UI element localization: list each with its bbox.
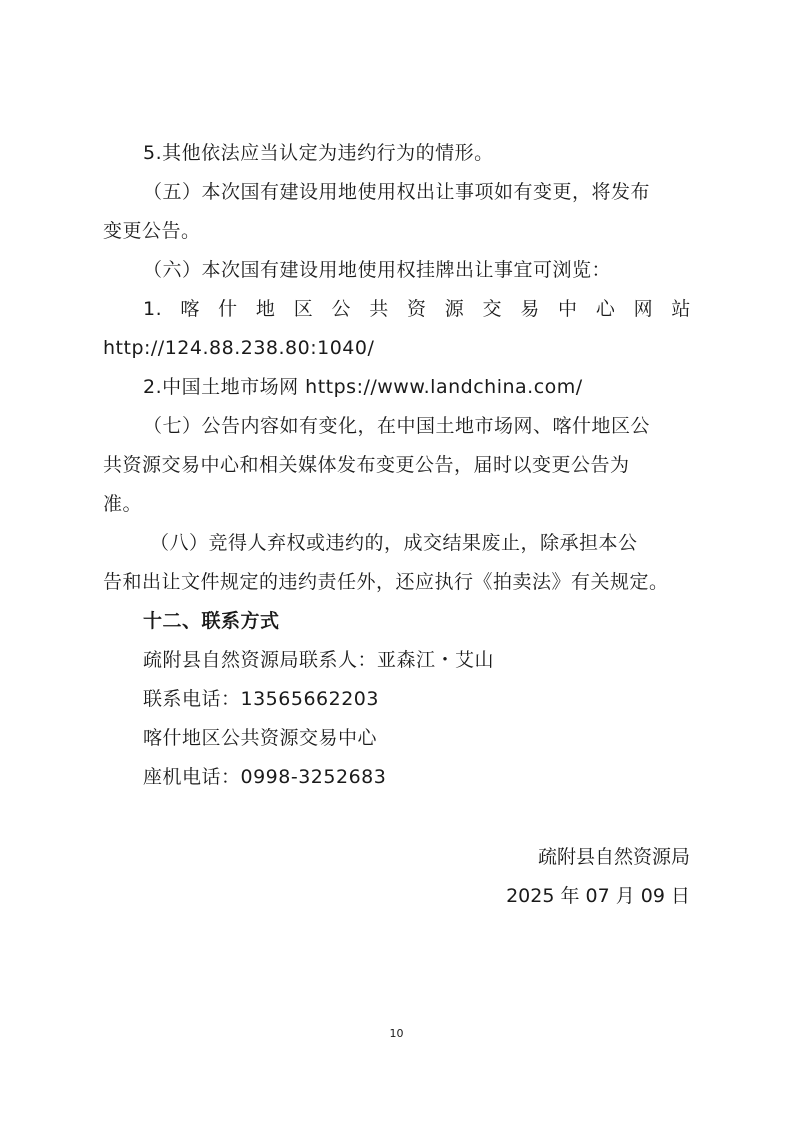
link-kashgar-trading-center-url[interactable]: http://124.88.238.80:1040/	[103, 337, 375, 359]
justified-char: 什	[218, 298, 238, 320]
justified-char: 1.	[143, 298, 163, 320]
paragraph-seven-line2: 共资源交易中心和相关媒体发布变更公告，届时以变更公告为	[103, 454, 630, 476]
contact-person: 疏附县自然资源局联系人：亚森江・艾山	[143, 649, 495, 671]
page-number: 10	[389, 1027, 404, 1040]
justified-char: 区	[293, 298, 314, 320]
paragraph-six-item1	[143, 297, 691, 321]
justified-char: 交	[482, 298, 503, 320]
contact-phone: 联系电话：13565662203	[143, 688, 379, 710]
contact-heading: 十二、联系方式	[143, 610, 280, 632]
paragraph-six: （六）本次国有建设用地使用权挂牌出让事宜可浏览：	[143, 259, 612, 281]
paragraph-eight-line2: 告和出让文件规定的违约责任外，还应执行《拍卖法》有关规定。	[103, 571, 669, 593]
contact-org: 喀什地区公共资源交易中心	[143, 727, 378, 749]
justified-char: 站	[671, 298, 691, 320]
paragraph-seven-line1: （七）公告内容如有变化，在中国土地市场网、喀什地区公	[143, 415, 651, 437]
paragraph-seven-line3: 准。	[103, 493, 143, 515]
contact-landline: 座机电话：0998-3252683	[143, 766, 387, 788]
justified-char: 中	[558, 298, 578, 320]
justified-char: 共	[369, 298, 389, 320]
paragraph-item-5: 5.其他依法应当认定为违约行为的情形。	[143, 142, 494, 164]
justified-char: 网	[633, 298, 654, 320]
paragraph-eight-line1: （八）竞得人弃权或违约的，成交结果废止，除承担本公	[150, 532, 638, 554]
paragraph-six-item2: 2.中国土地市场网 https://www.landchina.com/	[143, 376, 583, 398]
signature-org: 疏附县自然资源局	[537, 846, 690, 868]
justified-char: 易	[520, 298, 540, 320]
justified-char: 公	[331, 298, 351, 320]
justified-char: 资	[406, 298, 427, 320]
justified-char: 地	[255, 298, 276, 320]
justified-char: 源	[444, 298, 465, 320]
justified-char: 心	[595, 298, 616, 320]
signature-date: 2025 年 07 月 09 日	[506, 885, 690, 907]
justified-char: 喀	[180, 298, 200, 320]
paragraph-five-line2: 变更公告。	[103, 220, 201, 242]
paragraph-five-line1: （五）本次国有建设用地使用权出让事项如有变更，将发布	[143, 181, 651, 203]
